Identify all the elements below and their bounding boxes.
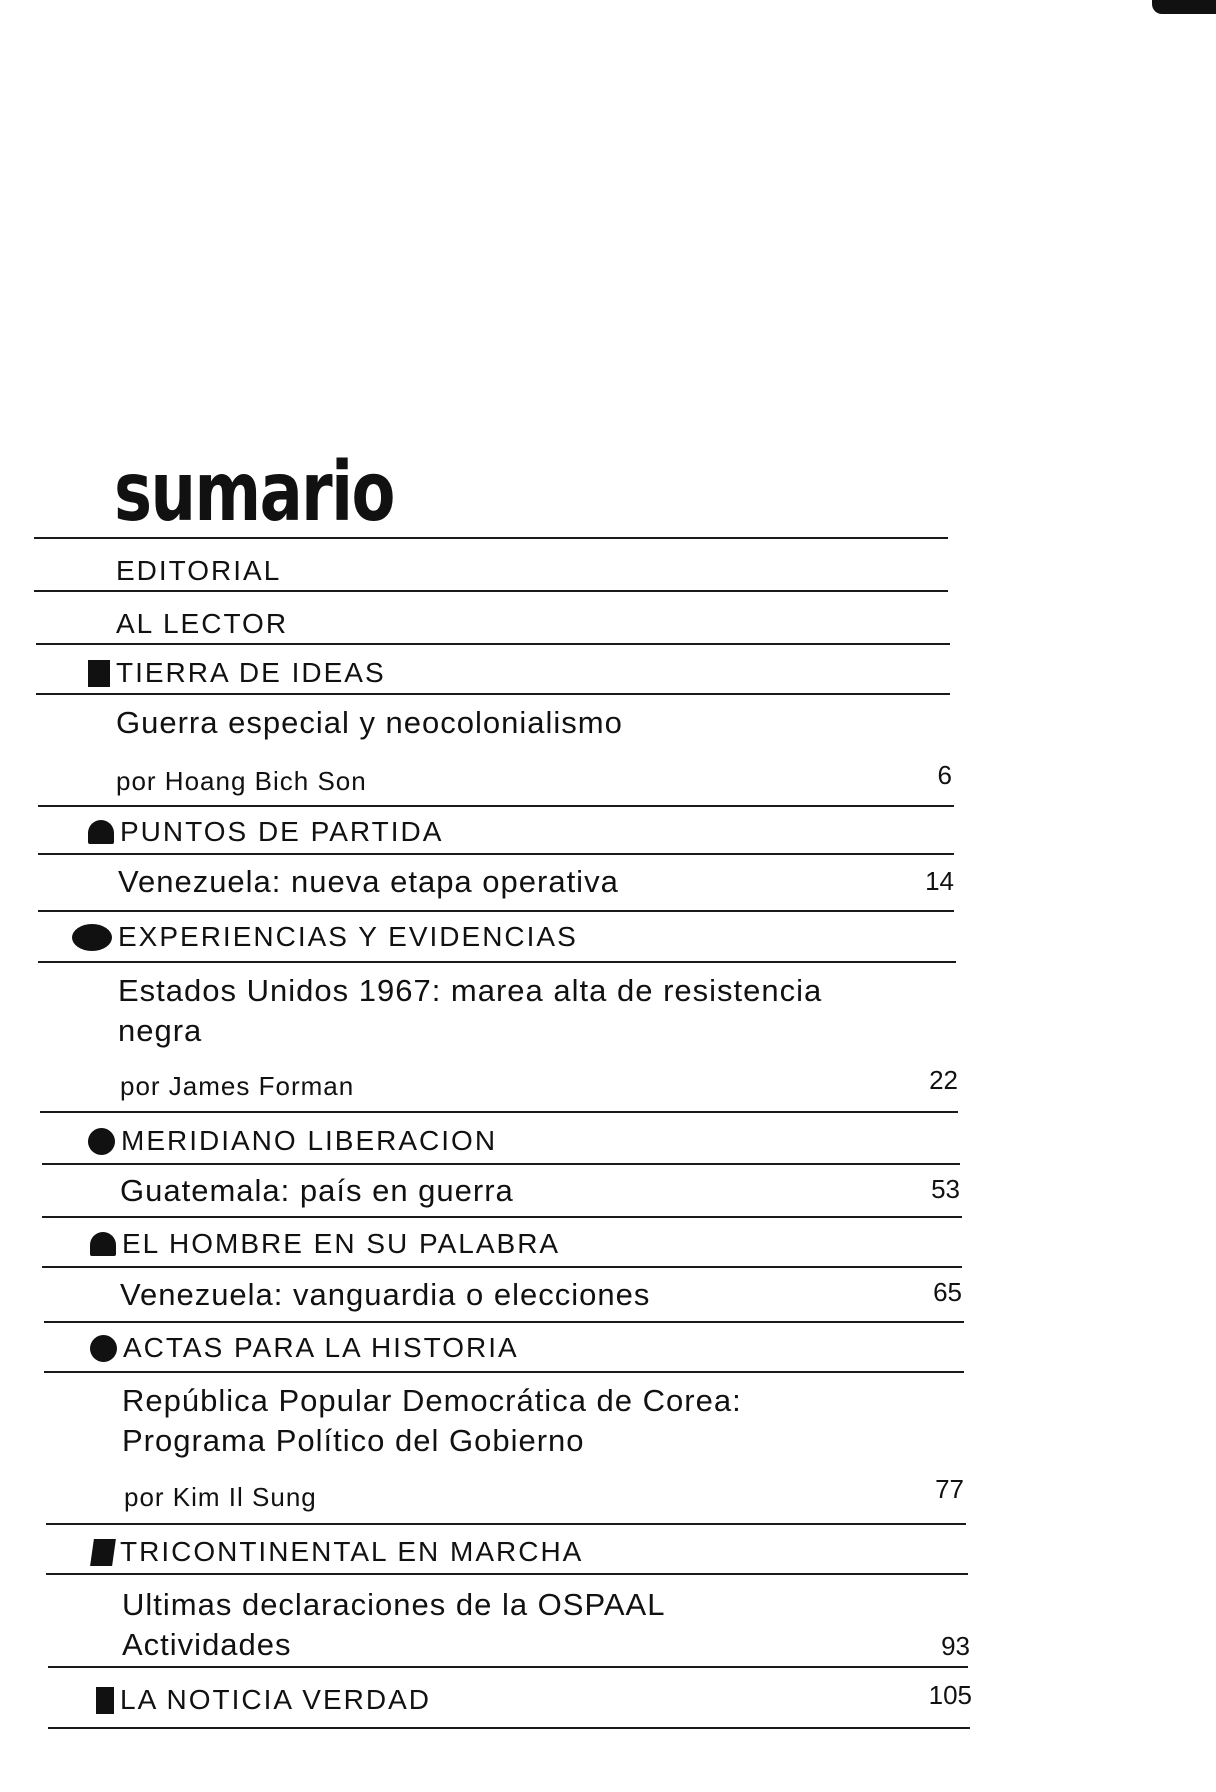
section-meridiano-liberacion [88, 1125, 497, 1157]
square-bullet-icon [96, 1687, 114, 1714]
article-title-line: República Popular Democrática de Corea: [122, 1383, 742, 1418]
article-title-line: Programa Político del Gobierno [122, 1423, 585, 1458]
divider [44, 1321, 964, 1323]
section-label: EDITORIAL [116, 555, 282, 586]
article-title-line: negra [118, 1013, 203, 1048]
page-number: 14 [925, 866, 954, 896]
divider [40, 1111, 958, 1113]
section-editorial [116, 555, 281, 587]
article-title [122, 1381, 742, 1461]
divider [34, 537, 948, 539]
section-label: MERIDIANO LIBERACION [121, 1125, 498, 1156]
circle-bullet-icon [90, 1335, 117, 1362]
article-title: Venezuela: vanguardia o elecciones [120, 1277, 651, 1312]
page-number: 22 [929, 1065, 958, 1095]
divider [38, 805, 954, 807]
section-experiencias-y-evidencias [72, 921, 578, 953]
divider [48, 1666, 968, 1668]
section-actas-para-la-historia [90, 1332, 519, 1364]
article-title [118, 971, 822, 1051]
circle-bullet-icon [88, 1128, 115, 1155]
page-number: 105 [928, 1680, 972, 1710]
section-label: TRICONTINENTAL EN MARCHA [120, 1536, 584, 1567]
circle-bullet-icon [72, 924, 112, 951]
article-title: Guatemala: país en guerra [120, 1173, 514, 1208]
divider [38, 910, 954, 912]
article-title: Guerra especial y neocolonialismo [116, 705, 623, 740]
divider [38, 961, 956, 963]
square-bullet-icon [90, 1539, 116, 1566]
semicircle-bullet-icon [90, 1232, 116, 1256]
section-el-hombre-en-su-palabra [90, 1228, 560, 1260]
divider [46, 1523, 966, 1525]
article-title-line: Actividades [122, 1627, 292, 1662]
article-author: por Kim Il Sung [124, 1482, 317, 1512]
article-title-line: Estados Unidos 1967: marea alta de resistencia [118, 973, 823, 1008]
article-author: por James Forman [120, 1071, 355, 1101]
divider [34, 590, 948, 592]
section-puntos-de-partida [88, 816, 443, 848]
section-al-lector [116, 608, 288, 640]
divider [38, 853, 954, 855]
section-label: EXPERIENCIAS Y EVIDENCIAS [118, 921, 578, 952]
section-label: PUNTOS DE PARTIDA [120, 816, 444, 847]
section-tricontinental-en-marcha [92, 1536, 583, 1568]
article-author: por Hoang Bich Son [116, 766, 367, 796]
article-title [122, 1585, 665, 1665]
article-title-line: Ultimas declaraciones de la OSPAAL [122, 1587, 666, 1622]
section-tierra-de-ideas [88, 657, 386, 689]
divider [42, 1163, 960, 1165]
square-bullet-icon [88, 660, 110, 687]
divider [48, 1727, 970, 1729]
divider [44, 1371, 964, 1373]
section-label: EL HOMBRE EN SU PALABRA [122, 1228, 561, 1259]
page-number: 77 [935, 1474, 964, 1504]
article-title: Venezuela: nueva etapa operativa [118, 864, 619, 899]
semicircle-bullet-icon [88, 820, 114, 844]
section-label: ACTAS PARA LA HISTORIA [123, 1332, 519, 1363]
divider [36, 693, 950, 695]
divider [36, 643, 950, 645]
page-number: 6 [937, 760, 952, 790]
section-la-noticia-verdad [96, 1684, 431, 1716]
section-label: AL LECTOR [116, 608, 289, 639]
page-number: 93 [941, 1631, 970, 1661]
divider [42, 1216, 962, 1218]
divider [46, 1573, 968, 1575]
page-title: sumario [114, 445, 394, 540]
section-label: LA NOTICIA VERDAD [120, 1684, 431, 1715]
section-label: TIERRA DE IDEAS [116, 657, 386, 688]
page-number: 65 [933, 1277, 962, 1307]
page-number: 53 [931, 1174, 960, 1204]
divider [42, 1266, 962, 1268]
